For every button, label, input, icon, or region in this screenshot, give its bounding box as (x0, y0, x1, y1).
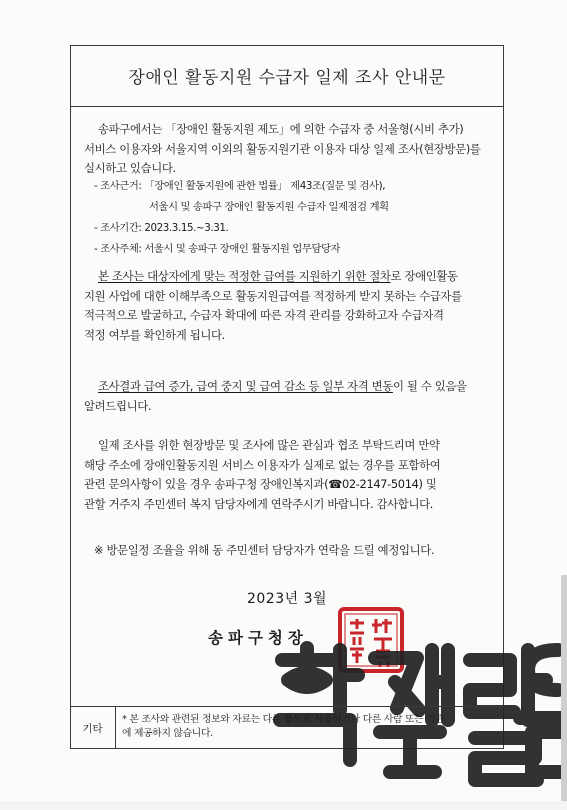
request-line: 관련 문의사항이 있을 경우 송파구청 장애인복지과(☎02-2147-5014) 및 (84, 477, 437, 491)
request-line: 해당 주소에 장애인활동지원 서비스 이용자가 실제로 없는 경우를 포함하여 (84, 457, 441, 472)
survey-details (94, 176, 504, 260)
visit-notice-text: ※ 방문일정 조율을 위해 동 주민센터 담당자가 연락을 드릴 예정입니다. (94, 543, 435, 557)
result-line (84, 377, 494, 397)
agent-label: - 조사주체: (94, 243, 142, 255)
period-value: 2023.3.15.~3.31. (144, 222, 229, 234)
purpose-line (84, 267, 494, 287)
basis-value: 「장애인 활동지원에 관한 법률」 제43조(질문 및 검사), (144, 180, 386, 192)
footer-note (116, 707, 450, 749)
scan-edge (561, 575, 567, 801)
request-line: 일제 조사를 위한 현장방문 및 조사에 많은 관심과 협조 부탁드리며 만약 (98, 438, 440, 452)
footer-label: 기타 (70, 707, 116, 749)
intro-line: 송파구에서는 「장애인 활동지원 제도」에 의한 수급자 중 서울형(시비 추가) (98, 122, 464, 136)
intro-line: 서비스 이용자와 서울지역 이외의 활동지원기관 이용자 대상 일제 조사(현장방문)를 (84, 141, 481, 156)
period-label: - 조사기간: (94, 222, 142, 234)
result-line: 알려드립니다. (84, 398, 152, 413)
intro-line: 실시하고 있습니다. (84, 161, 176, 175)
request-line: 관할 거주지 주민센터 복지 담당자에게 연락주시기 바랍니다. 감사합니다. (84, 496, 434, 511)
result-underlined: 조사결과 급여 증가, 급여 중지 및 급여 감소 등 일부 자격 변동 (98, 379, 393, 393)
purpose-rest: 로 장애인활동 (390, 269, 458, 283)
visit-notice (94, 541, 504, 561)
result-rest: 이 될 수 있음을 (392, 379, 467, 393)
footer-note-line: * 본 조사와 관련된 정보와 자료는 다른 용도로 사용하거나 다른 사람 또는 기관 (122, 714, 445, 725)
basis-value-continued: 서울시 및 송파구 장애인 활동지원 수급자 일제점검 계획 (149, 201, 389, 213)
purpose-paragraph (84, 267, 494, 345)
request-paragraph (84, 436, 494, 514)
detail-basis (94, 176, 504, 197)
intro-paragraph (84, 120, 494, 179)
issuer-name: 송파구청장 (208, 628, 308, 647)
basis-label: - 조사근거: (94, 180, 142, 192)
result-paragraph (84, 377, 494, 416)
purpose-line: 적극적으로 발굴하고, 수급자 확대에 따른 자격 관리를 강화하고자 수급자격 (84, 308, 444, 322)
agent-value: 서울시 및 송파구 장애인 활동지원 업무담당자 (144, 243, 341, 255)
detail-period (94, 218, 504, 239)
purpose-underlined: 본 조사는 대상자에게 맞는 적정한 급여를 지원하기 위한 절차 (98, 269, 391, 283)
issue-date: 2023년 3월 (246, 591, 328, 607)
title-row (70, 45, 504, 107)
purpose-line: 적정 여부를 확인하게 됩니다. (84, 327, 225, 342)
purpose-line: 지원 사업에 대한 이해부족으로 활동지원급여를 적정하게 받지 못하는 수급자를 (84, 288, 462, 303)
detail-agent (94, 239, 504, 260)
footer-note-line: 에 제공하지 않습니다. (122, 728, 213, 739)
footer-row (70, 706, 504, 749)
document-title: 장애인 활동지원 수급자 일제 조사 안내문 (128, 68, 446, 88)
